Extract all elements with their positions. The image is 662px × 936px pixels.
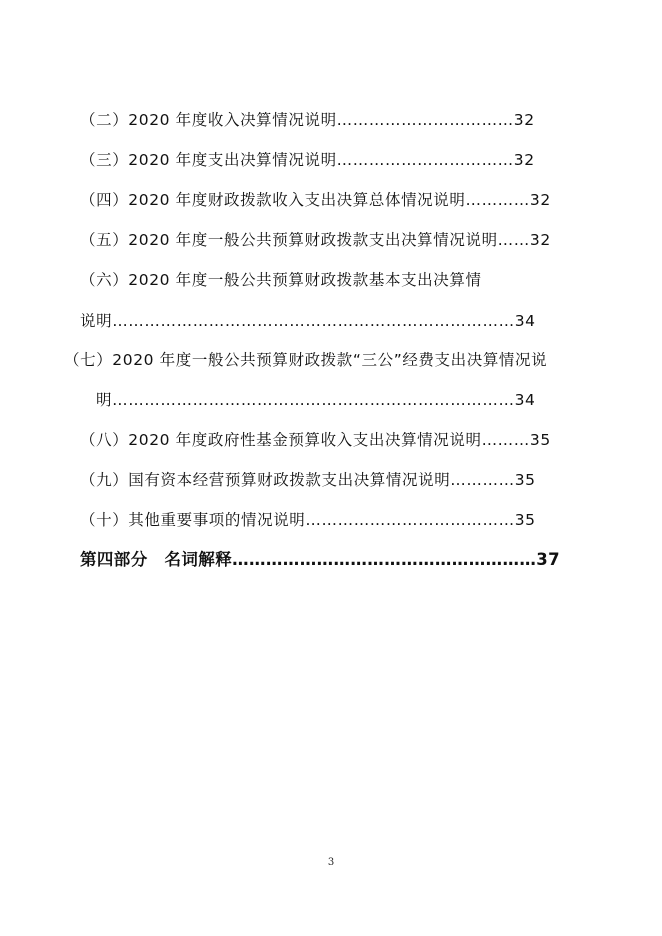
toc-entry-8: （八）2020 年度政府性基金预算收入支出决算情况说明………35 [80,431,551,449]
toc-entry-6-line2: 说明…………………………………………………………………34 [80,312,536,330]
toc-entry-3: （三）2020 年度支出决算情况说明……………………………32 [80,151,535,169]
toc-entry-10: （十）其他重要事项的情况说明…………………………………35 [80,511,536,529]
page-number: 3 [327,857,335,868]
toc-entry-5: （五）2020 年度一般公共预算财政拨款支出决算情况说明……32 [80,231,551,249]
toc-entry-9: （九）国有资本经营预算财政拨款支出决算情况说明…………35 [80,471,536,489]
toc-part-4: 第四部分 名词解释………………………………………………37 [80,550,561,569]
toc-entry-4: （四）2020 年度财政拨款收入支出决算总体情况说明…………32 [80,191,551,209]
toc-entry-6-line1: （六）2020 年度一般公共预算财政拨款基本支出决算情 [80,271,482,289]
toc-entry-7-line1: （七）2020 年度一般公共预算财政拨款“三公”经费支出决算情况说 [64,351,548,369]
toc-entry-7-line2: 明…………………………………………………………………34 [96,391,536,409]
toc-entry-2: （二）2020 年度收入决算情况说明……………………………32 [80,111,535,129]
